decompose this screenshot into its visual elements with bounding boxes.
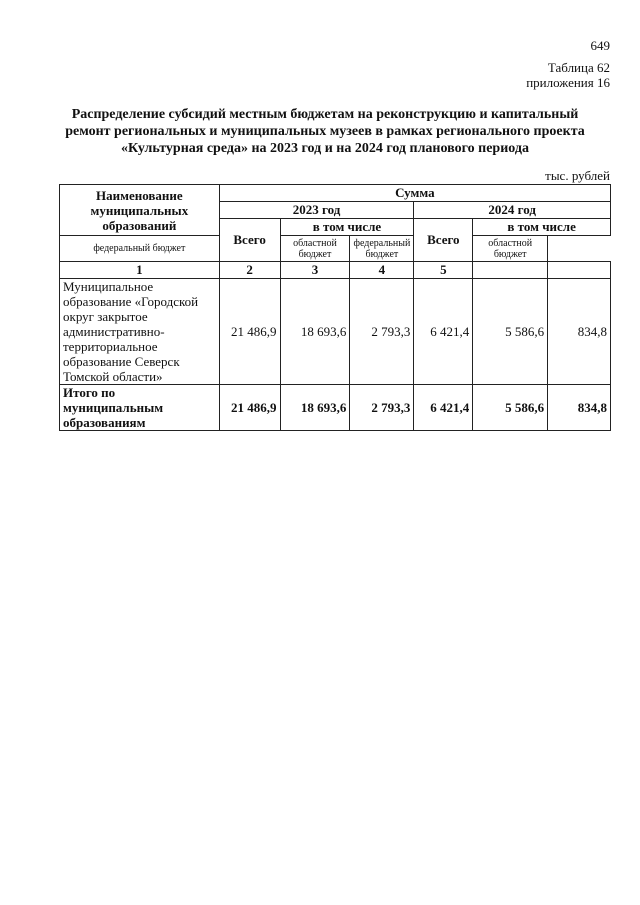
header-year-2023: 2023 год <box>219 202 414 219</box>
municipality-name: Муниципальное образование «Городской округ закрытое административно-территориальное образование Северск Томской области» <box>60 279 220 385</box>
column-numbers-row <box>60 262 611 279</box>
column-number <box>548 262 611 279</box>
total-value: 834,8 <box>548 385 611 431</box>
column-number: 3 <box>280 262 350 279</box>
header-federal-2024: федеральный бюджет <box>350 236 414 262</box>
title-line3: «Культурная среда» на 2023 год и на 2024 год планового периода <box>121 141 529 156</box>
header-federal-2023: федеральный бюджет <box>60 236 220 262</box>
table-ref-line1: Таблица 62 <box>547 60 610 75</box>
value-federal-2023: 18 693,6 <box>280 279 350 385</box>
header-name: Наименование муниципальных образований <box>60 185 220 236</box>
total-row <box>60 385 611 431</box>
total-value: 2 793,3 <box>350 385 414 431</box>
total-value: 6 421,4 <box>414 385 473 431</box>
header-total-2024: Всего <box>414 219 473 262</box>
column-number: 1 <box>60 262 220 279</box>
table-row <box>60 279 611 385</box>
total-value: 5 586,6 <box>473 385 548 431</box>
header-sum: Сумма <box>219 185 610 202</box>
page-number: 649 <box>590 38 610 53</box>
column-number: 2 <box>219 262 280 279</box>
document-title <box>60 106 590 157</box>
table-ref-line2: приложения 16 <box>526 75 610 90</box>
title-line2: ремонт региональных и муниципальных музеев в рамках регионального проекта <box>65 124 585 139</box>
header-year-2024: 2024 год <box>414 202 611 219</box>
column-number <box>473 262 548 279</box>
units-label: тыс. рублей <box>545 168 610 183</box>
value-regional-2023: 2 793,3 <box>350 279 414 385</box>
title-line1: Распределение субсидий местным бюджетам на реконструкцию и капитальный <box>71 107 579 122</box>
header-including-2024: в том числе <box>473 219 611 236</box>
total-value: 21 486,9 <box>219 385 280 431</box>
total-value: 18 693,6 <box>280 385 350 431</box>
header-total-2023: Всего <box>219 219 280 262</box>
value-total-2023: 21 486,9 <box>219 279 280 385</box>
header-regional-2024: областной бюджет <box>473 236 548 262</box>
header-including-2023: в том числе <box>280 219 414 236</box>
total-row-label: Итого по муниципальным образованиям <box>60 385 220 431</box>
column-number: 5 <box>414 262 473 279</box>
header-regional-2023: областной бюджет <box>280 236 350 262</box>
subsidy-table <box>59 184 611 431</box>
value-regional-2024: 834,8 <box>548 279 611 385</box>
column-number: 4 <box>350 262 414 279</box>
value-federal-2024: 5 586,6 <box>473 279 548 385</box>
table-reference <box>526 60 610 90</box>
value-total-2024: 6 421,4 <box>414 279 473 385</box>
